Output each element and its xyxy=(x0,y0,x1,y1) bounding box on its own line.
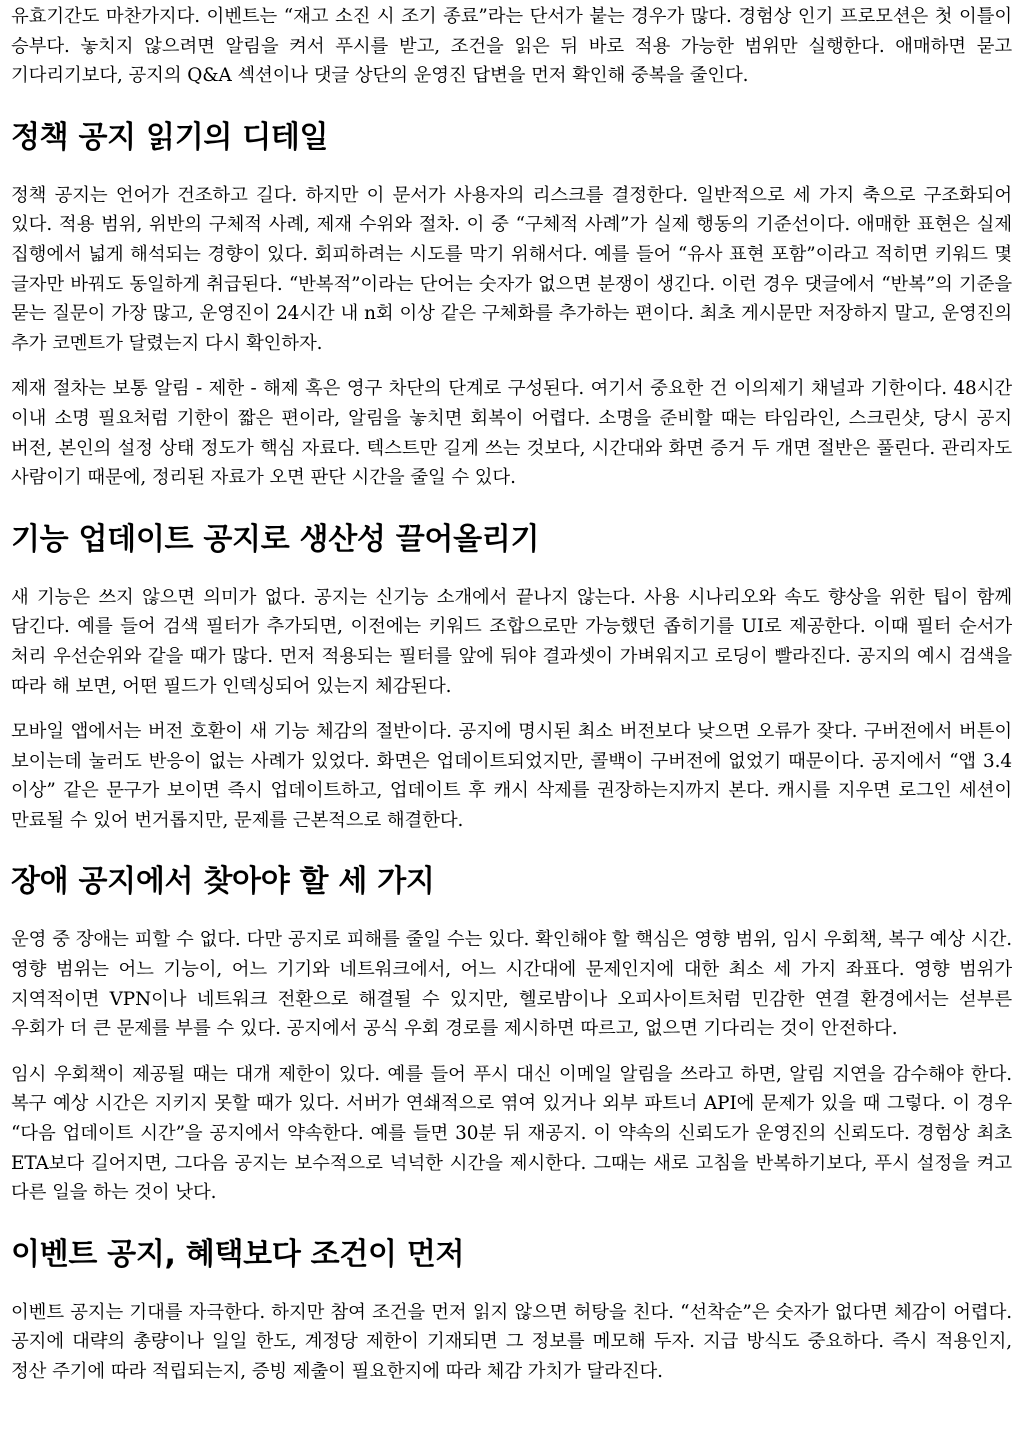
section-policy-notice xyxy=(11,119,1012,493)
section-event-notice xyxy=(11,1236,1012,1387)
body-paragraph: 운영 중 장애는 피할 수 없다. 다만 공지로 피해를 줄일 수는 있다. 확인해야 할 핵심은 영향 범위, 임시 우회책, 복구 예상 시간. 영향 범위는 어느 기능이, 어느 기기와 네트워크에서, 어느 시간대에 문제인지에 대한 최소 세 가지 좌표다. 영향 범위가 지역적이면 VPN이나 네트워크 전환으로 해결될 수 있지만, 헬로밤이나 오피사이트처럼 민감한 연결 환경에서는 섣부른 우회가 더 큰 문제를 부를 수 있다. 공지에서 공식 우회 경로를 제시하면 따르고, 없으면 기다리는 것이 안전하다. xyxy=(11,929,1012,1040)
section-feature-update xyxy=(11,521,1012,836)
body-paragraph: 제재 절차는 보통 알림 - 제한 - 해제 혹은 영구 차단의 단계로 구성된다. 여기서 중요한 건 이의제기 채널과 기한이다. 48시간 이내 소명 필요처럼 기한이 짧은 편이라, 알림을 놓치면 회복이 어렵다. 소명을 준비할 때는 타임라인, 스크린샷, 당시 공지 버전, 본인의 설정 상태 정도가 핵심 자료다. 텍스트만 길게 쓰는 것보다, 시간대와 화면 증거 두 개면 절반은 풀린다. 관리자도 사람이기 때문에, 정리된 자료가 오면 판단 시간을 줄일 수 있다. xyxy=(11,378,1012,489)
body-paragraph: 임시 우회책이 제공될 때는 대개 제한이 있다. 예를 들어 푸시 대신 이메일 알림을 쓰라고 하면, 알림 지연을 감수해야 한다. 복구 예상 시간은 지키지 못할 때가 있다. 서버가 연쇄적으로 엮여 있거나 외부 파트너 API에 문제가 있을 때 그렇다. 이 경우 “다음 업데이트 시간”을 공지에서 약속한다. 예를 들면 30분 뒤 재공지. 이 약속의 신뢰도가 운영진의 신뢰도다. 경험상 최초 ETA보다 길어지면, 그다음 공지는 보수적으로 넉넉한 시간을 제시한다. 그때는 새로 고침을 반복하기보다, 푸시 설정을 켜고 다른 일을 하는 것이 낫다. xyxy=(11,1063,1012,1204)
section-heading: 기능 업데이트 공지로 생산성 끌어올리기 xyxy=(11,521,540,557)
body-paragraph: 이벤트 공지는 기대를 자극한다. 하지만 참여 조건을 먼저 읽지 않으면 허탕을 친다. “선착순”은 숫자가 없다면 체감이 어렵다. 공지에 대략의 총량이나 일일 한도, 계정당 제한이 기재되면 그 정보를 메모해 두자. 지급 방식도 중요하다. 즉시 적용인지, 정산 주기에 따라 적립되는지, 증빙 제출이 필요한지에 따라 체감 가치가 달라진다. xyxy=(11,1301,1012,1382)
body-paragraph: 모바일 앱에서는 버전 호환이 새 기능 체감의 절반이다. 공지에 명시된 최소 버전보다 낮으면 오류가 잦다. 구버전에서 버튼이 보이는데 눌러도 반응이 없는 사례가 있었다. 화면은 업데이트되었지만, 콜백이 구버전에 없었기 때문이다. 공지에서 “앱 3.4 이상” 같은 문구가 보이면 즉시 업데이트하고, 업데이트 후 캐시 삭제를 권장하는지까지 본다. 캐시를 지우면 로그인 세션이 만료될 수 있어 번거롭지만, 문제를 근본적으로 해결한다. xyxy=(11,721,1012,831)
section-heading: 장애 공지에서 찾아야 할 세 가지 xyxy=(11,864,435,900)
body-paragraph: 정책 공지는 언어가 건조하고 길다. 하지만 이 문서가 사용자의 리스크를 결정한다. 일반적으로 세 가지 축으로 구조화되어 있다. 적용 범위, 위반의 구체적 사례, 제재 수위와 절차. 이 중 “구체적 사례”가 실제 행동의 기준선이다. 애매한 표현은 실제 집행에서 넓게 해석되는 경향이 있다. 회피하려는 시도를 막기 위해서다. 예를 들어 “유사 표현 포함”이라고 적히면 키워드 몇 글자만 바꿔도 동일하게 취급된다. “반복적”이라는 단어는 숫자가 없으면 분쟁이 생긴다. 이런 경우 댓글에서 “반복”의 기준을 묻는 질문이 가장 많고, 운영진이 24시간 내 n회 이상 같은 구체화를 추가하는 편이다. 최초 게시문만 저장하지 말고, 운영진의 추가 코멘트가 달렸는지 다시 확인하자. xyxy=(11,184,1012,354)
section-heading: 정책 공지 읽기의 디테일 xyxy=(11,119,329,155)
body-paragraph: 새 기능은 쓰지 않으면 의미가 없다. 공지는 신기능 소개에서 끝나지 않는다. 사용 시나리오와 속도 향상을 위한 팁이 함께 담긴다. 예를 들어 검색 필터가 추가되면, 이전에는 키워드 조합으로만 가능했던 좁히기를 UI로 제공한다. 이때 필터 순서가 처리 우선순위와 같을 때가 많다. 먼저 적용되는 필터를 앞에 둬야 결과셋이 가벼워지고 로딩이 빨라진다. 공지의 예시 검색을 따라 해 보면, 어떤 필드가 인덱싱되어 있는지 체감된다. xyxy=(11,586,1012,697)
intro-paragraph: 유효기간도 마찬가지다. 이벤트는 “재고 소진 시 조기 종료”라는 단서가 붙는 경우가 많다. 경험상 인기 프로모션은 첫 이틀이 승부다. 놓치지 않으려면 알림을 켜서 푸시를 받고, 조건을 읽은 뒤 바로 적용 가능한 범위만 실행한다. 애매하면 묻고 기다리기보다, 공지의 Q&A 섹션이나 댓글 상단의 운영진 답변을 먼저 확인해 중복을 줄인다. xyxy=(11,6,1012,87)
section-outage-notice xyxy=(11,863,1012,1207)
article-page xyxy=(0,2,1024,1387)
section-heading: 이벤트 공지, 혜택보다 조건이 먼저 xyxy=(11,1236,465,1272)
